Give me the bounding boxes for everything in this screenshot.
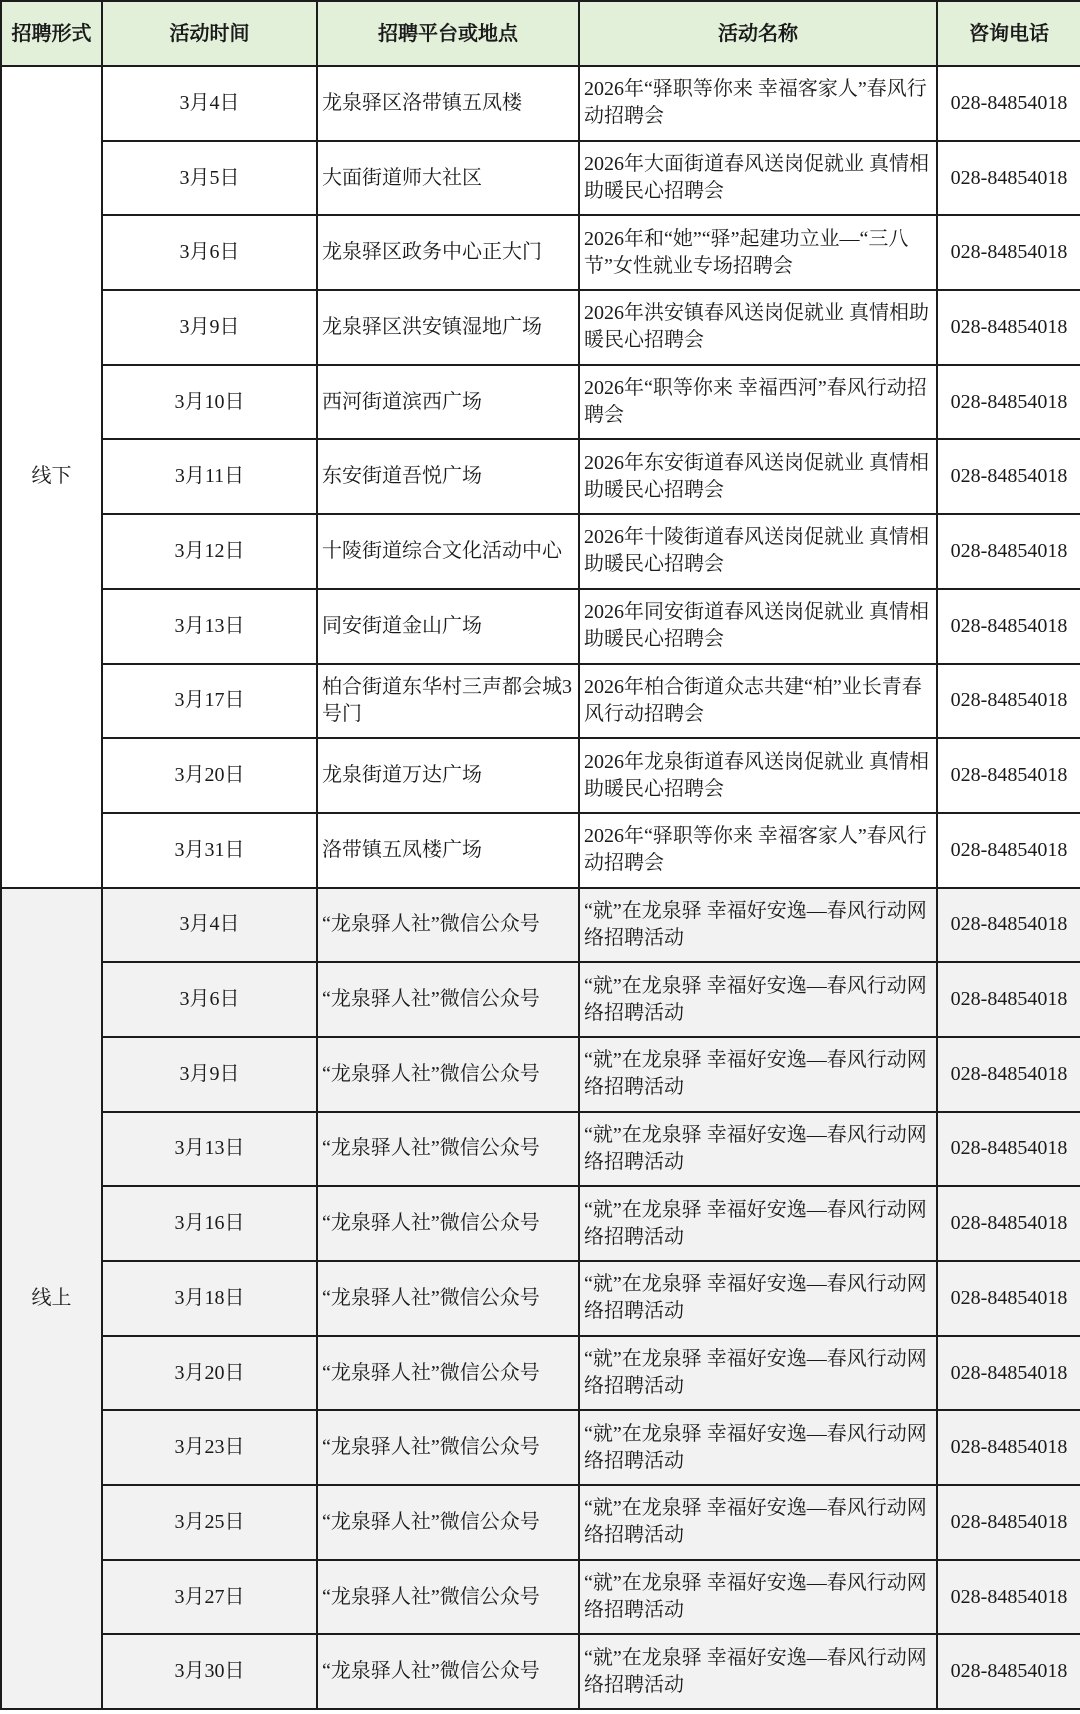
cell-phone: 028-84854018	[937, 141, 1080, 216]
cell-place: 洛带镇五凤楼广场	[317, 813, 579, 888]
cell-date: 3月25日	[102, 1485, 317, 1560]
cell-activity-name: “就”在龙泉驿 幸福好安逸—春风行动网络招聘活动	[579, 1485, 937, 1560]
cell-activity-name: 2026年大面街道春风送岗促就业 真情相助暖民心招聘会	[579, 141, 937, 216]
cell-activity-name: 2026年东安街道春风送岗促就业 真情相助暖民心招聘会	[579, 439, 937, 514]
table-row	[1, 888, 1080, 963]
table-row	[1, 1410, 1080, 1485]
cell-activity-name: “就”在龙泉驿 幸福好安逸—春风行动网络招聘活动	[579, 1634, 937, 1709]
cell-date: 3月20日	[102, 1336, 317, 1411]
cell-place: “龙泉驿人社”微信公众号	[317, 962, 579, 1037]
cell-activity-name: “就”在龙泉驿 幸福好安逸—春风行动网络招聘活动	[579, 1186, 937, 1261]
group-label-offline: 线下	[1, 66, 102, 888]
table-row	[1, 215, 1080, 290]
cell-activity-name: “就”在龙泉驿 幸福好安逸—春风行动网络招聘活动	[579, 962, 937, 1037]
cell-place: 龙泉驿区洛带镇五凤楼	[317, 66, 579, 141]
cell-place: 龙泉驿区政务中心正大门	[317, 215, 579, 290]
cell-phone: 028-84854018	[937, 66, 1080, 141]
cell-activity-name: 2026年龙泉街道春风送岗促就业 真情相助暖民心招聘会	[579, 738, 937, 813]
cell-phone: 028-84854018	[937, 888, 1080, 963]
cell-date: 3月4日	[102, 888, 317, 963]
cell-phone: 028-84854018	[937, 514, 1080, 589]
cell-date: 3月10日	[102, 365, 317, 440]
cell-date: 3月30日	[102, 1634, 317, 1709]
cell-phone: 028-84854018	[937, 215, 1080, 290]
cell-place: 十陵街道综合文化活动中心	[317, 514, 579, 589]
cell-date: 3月31日	[102, 813, 317, 888]
cell-place: 东安街道吾悦广场	[317, 439, 579, 514]
cell-date: 3月12日	[102, 514, 317, 589]
cell-place: “龙泉驿人社”微信公众号	[317, 1560, 579, 1635]
cell-phone: 028-84854018	[937, 962, 1080, 1037]
cell-date: 3月17日	[102, 664, 317, 739]
cell-activity-name: “就”在龙泉驿 幸福好安逸—春风行动网络招聘活动	[579, 1410, 937, 1485]
cell-place: 西河街道滨西广场	[317, 365, 579, 440]
cell-phone: 028-84854018	[937, 290, 1080, 365]
online-group	[1, 888, 1080, 1710]
table-row	[1, 664, 1080, 739]
cell-phone: 028-84854018	[937, 738, 1080, 813]
cell-date: 3月20日	[102, 738, 317, 813]
cell-date: 3月27日	[102, 1560, 317, 1635]
cell-date: 3月9日	[102, 1037, 317, 1112]
cell-date: 3月23日	[102, 1410, 317, 1485]
cell-place: “龙泉驿人社”微信公众号	[317, 1037, 579, 1112]
cell-place: “龙泉驿人社”微信公众号	[317, 1261, 579, 1336]
header-date: 活动时间	[102, 1, 317, 66]
cell-phone: 028-84854018	[937, 1634, 1080, 1709]
cell-phone: 028-84854018	[937, 1336, 1080, 1411]
cell-activity-name: “就”在龙泉驿 幸福好安逸—春风行动网络招聘活动	[579, 1560, 937, 1635]
cell-activity-name: 2026年十陵街道春风送岗促就业 真情相助暖民心招聘会	[579, 514, 937, 589]
table-row	[1, 738, 1080, 813]
cell-place: “龙泉驿人社”微信公众号	[317, 1112, 579, 1187]
cell-activity-name: “就”在龙泉驿 幸福好安逸—春风行动网络招聘活动	[579, 888, 937, 963]
cell-date: 3月4日	[102, 66, 317, 141]
table-row	[1, 290, 1080, 365]
cell-place: “龙泉驿人社”微信公众号	[317, 1485, 579, 1560]
cell-place: “龙泉驿人社”微信公众号	[317, 1336, 579, 1411]
cell-phone: 028-84854018	[937, 1037, 1080, 1112]
cell-phone: 028-84854018	[937, 439, 1080, 514]
cell-place: 同安街道金山广场	[317, 589, 579, 664]
cell-place: 大面街道师大社区	[317, 141, 579, 216]
cell-activity-name: 2026年洪安镇春风送岗促就业 真情相助暖民心招聘会	[579, 290, 937, 365]
cell-place: 龙泉街道万达广场	[317, 738, 579, 813]
cell-activity-name: “就”在龙泉驿 幸福好安逸—春风行动网络招聘活动	[579, 1336, 937, 1411]
header-phone: 咨询电话	[937, 1, 1080, 66]
table-row	[1, 141, 1080, 216]
table-row	[1, 589, 1080, 664]
header-place: 招聘平台或地点	[317, 1, 579, 66]
table-row	[1, 1560, 1080, 1635]
cell-phone: 028-84854018	[937, 664, 1080, 739]
table-row	[1, 1485, 1080, 1560]
cell-phone: 028-84854018	[937, 1261, 1080, 1336]
cell-activity-name: “就”在龙泉驿 幸福好安逸—春风行动网络招聘活动	[579, 1112, 937, 1187]
table-row	[1, 1186, 1080, 1261]
cell-date: 3月11日	[102, 439, 317, 514]
cell-activity-name: “就”在龙泉驿 幸福好安逸—春风行动网络招聘活动	[579, 1261, 937, 1336]
table-row	[1, 66, 1080, 141]
header-form: 招聘形式	[1, 1, 102, 66]
table-row	[1, 1037, 1080, 1112]
cell-place: “龙泉驿人社”微信公众号	[317, 1410, 579, 1485]
cell-activity-name: 2026年同安街道春风送岗促就业 真情相助暖民心招聘会	[579, 589, 937, 664]
cell-phone: 028-84854018	[937, 1410, 1080, 1485]
cell-activity-name: 2026年“职等你来 幸福西河”春风行动招聘会	[579, 365, 937, 440]
offline-group	[1, 66, 1080, 888]
cell-activity-name: 2026年“驿职等你来 幸福客家人”春风行动招聘会	[579, 813, 937, 888]
table-row	[1, 813, 1080, 888]
cell-place: “龙泉驿人社”微信公众号	[317, 888, 579, 963]
cell-date: 3月16日	[102, 1186, 317, 1261]
cell-activity-name: “就”在龙泉驿 幸福好安逸—春风行动网络招聘活动	[579, 1037, 937, 1112]
cell-date: 3月18日	[102, 1261, 317, 1336]
header-name: 活动名称	[579, 1, 937, 66]
table-row	[1, 962, 1080, 1037]
table-row	[1, 365, 1080, 440]
table-row	[1, 1634, 1080, 1709]
cell-phone: 028-84854018	[937, 813, 1080, 888]
cell-date: 3月13日	[102, 1112, 317, 1187]
cell-phone: 028-84854018	[937, 1485, 1080, 1560]
cell-activity-name: 2026年“驿职等你来 幸福客家人”春风行动招聘会	[579, 66, 937, 141]
table-header	[1, 1, 1080, 66]
cell-place: “龙泉驿人社”微信公众号	[317, 1186, 579, 1261]
cell-place: “龙泉驿人社”微信公众号	[317, 1634, 579, 1709]
table-row	[1, 439, 1080, 514]
cell-date: 3月6日	[102, 962, 317, 1037]
cell-place: 龙泉驿区洪安镇湿地广场	[317, 290, 579, 365]
cell-activity-name: 2026年柏合街道众志共建“柏”业长青春风行动招聘会	[579, 664, 937, 739]
table-row	[1, 1336, 1080, 1411]
cell-date: 3月13日	[102, 589, 317, 664]
cell-activity-name: 2026年和“她”“驿”起建功立业—“三八节”女性就业专场招聘会	[579, 215, 937, 290]
cell-phone: 028-84854018	[937, 365, 1080, 440]
cell-phone: 028-84854018	[937, 1112, 1080, 1187]
cell-date: 3月6日	[102, 215, 317, 290]
table-row	[1, 1112, 1080, 1187]
cell-place: 柏合街道东华村三声都会城3号门	[317, 664, 579, 739]
cell-date: 3月9日	[102, 290, 317, 365]
header-row	[1, 1, 1080, 66]
table-row	[1, 514, 1080, 589]
cell-phone: 028-84854018	[937, 1186, 1080, 1261]
cell-phone: 028-84854018	[937, 1560, 1080, 1635]
cell-phone: 028-84854018	[937, 589, 1080, 664]
group-label-online: 线上	[1, 888, 102, 1710]
cell-date: 3月5日	[102, 141, 317, 216]
table-row	[1, 1261, 1080, 1336]
